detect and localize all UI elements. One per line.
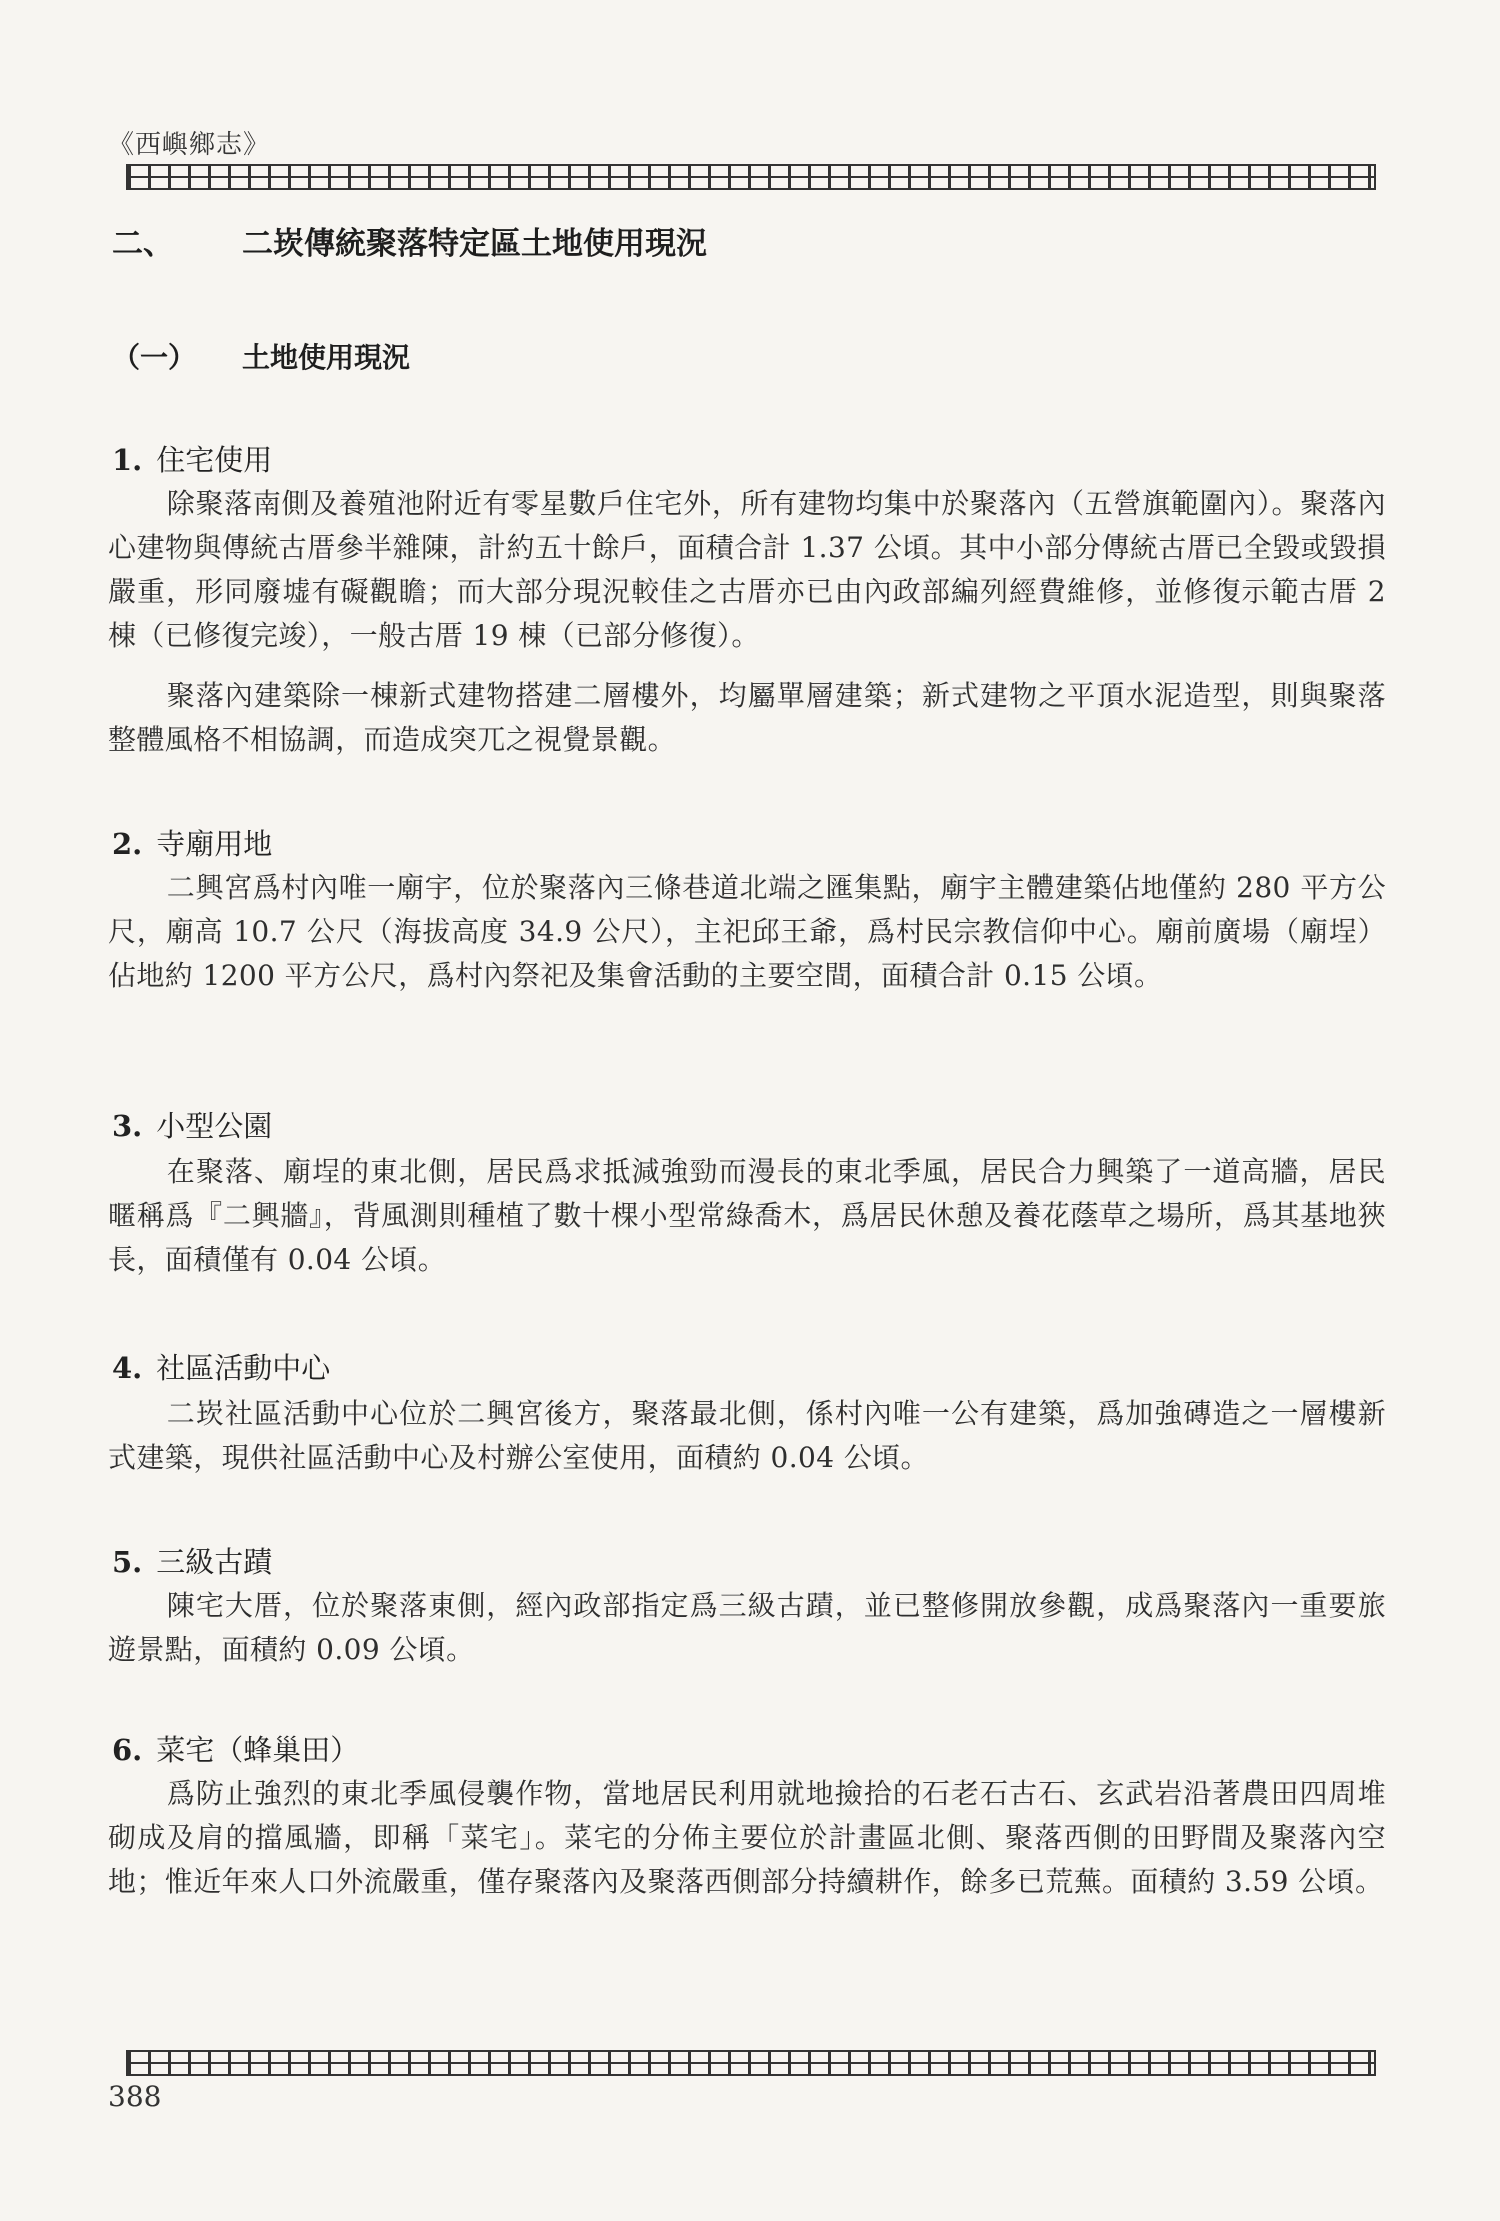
section-heading — [112, 218, 1372, 263]
running-title: 《西嶼鄉志》 — [108, 130, 271, 160]
paragraph-monument: 陳宅大厝，位於聚落東側，經內政部指定爲三級古蹟，並已整修開放參觀，成爲聚落內一重要旅遊景點，面積約 0.09 公頃。 — [108, 1589, 1386, 1666]
item-number: 3. — [112, 1109, 143, 1143]
paragraph-park: 在聚落、廟埕的東北側，居民爲求抵減強勁而漫長的東北季風，居民合力興築了一道高牆，居民暱稱爲『二興牆』，背風測則種植了數十棵小型常綠喬木，爲居民休憩及養花蔭草之場所，爲其基地狹長，面積僅有 0.04 公頃。 — [108, 1155, 1386, 1276]
subsection-heading — [112, 336, 1372, 376]
subsection-title: 土地使用現況 — [242, 341, 411, 374]
paragraph-residential-1: 除聚落南側及養殖池附近有零星數戶住宅外，所有建物均集中於聚落內（五營旗範圍內）。聚落內心建物與傳統古厝參半雜陳，計約五十餘戶，面積合計 1.37 公頃。其中小部分傳統古厝已全毀或毀損嚴重，形同廢墟有礙觀瞻；而大部分現況較佳之古厝亦已由內政部編列經費維修，並修復示範古厝 2 棟（已修復完竣），一般古厝 19 棟（已部分修復）。 — [108, 487, 1386, 652]
subsection-number: （一） — [112, 341, 197, 374]
item-heading-temple — [112, 822, 272, 863]
bottom-decorative-border — [126, 2050, 1376, 2076]
item-number: 1. — [112, 443, 143, 477]
paragraph-temple: 二興宮爲村內唯一廟宇，位於聚落內三條巷道北端之匯集點，廟宇主體建築佔地僅約 280 平方公尺，廟高 10.7 公尺（海拔高度 34.9 公尺），主祀邱王爺，爲村民宗教信仰中心。廟前廣場（廟埕）佔地約 1200 平方公尺，爲村內祭祀及集會活動的主要空間，面積合計 0.15 公頃。 — [108, 871, 1386, 992]
item-number: 4. — [112, 1351, 143, 1385]
item-title: 社區活動中心 — [156, 1351, 331, 1385]
page-number: 388 — [108, 2080, 162, 2113]
item-heading-park — [112, 1104, 272, 1145]
item-heading-vegetable-wall — [112, 1728, 359, 1769]
section-number: 二、 — [112, 226, 174, 262]
item-title: 寺廟用地 — [156, 827, 273, 861]
item-number: 2. — [112, 827, 143, 861]
paragraph-community-center: 二崁社區活動中心位於二興宮後方，聚落最北側，係村內唯一公有建築，爲加強磚造之一層樓新式建築，現供社區活動中心及村辦公室使用，面積約 0.04 公頃。 — [108, 1397, 1386, 1474]
item-title: 住宅使用 — [156, 443, 273, 477]
item-title: 小型公園 — [156, 1109, 273, 1143]
paragraph-residential-2: 聚落內建築除一棟新式建物搭建二層樓外，均屬單層建築；新式建物之平頂水泥造型，則與聚落整體風格不相協調，而造成突兀之視覺景觀。 — [108, 679, 1386, 756]
item-title: 三級古蹟 — [156, 1545, 273, 1579]
item-title: 菜宅（蜂巢田） — [156, 1733, 360, 1767]
item-heading-community-center — [112, 1346, 330, 1387]
section-title: 二崁傳統聚落特定區土地使用現況 — [242, 226, 707, 262]
item-number: 6. — [112, 1733, 143, 1767]
item-heading-residential — [112, 438, 272, 479]
item-heading-monument — [112, 1540, 272, 1581]
paragraph-vegetable-wall: 爲防止強烈的東北季風侵襲作物，當地居民利用就地撿拾的石老石古石、玄武岩沿著農田四周堆砌成及肩的擋風牆，即稱「菜宅」。菜宅的分佈主要位於計畫區北側、聚落西側的田野間及聚落內空地；惟近年來人口外流嚴重，僅存聚落內及聚落西側部分持續耕作，餘多已荒蕪。面積約 3.59 公頃。 — [108, 1777, 1386, 1898]
top-decorative-border — [126, 164, 1376, 190]
item-number: 5. — [112, 1545, 143, 1579]
